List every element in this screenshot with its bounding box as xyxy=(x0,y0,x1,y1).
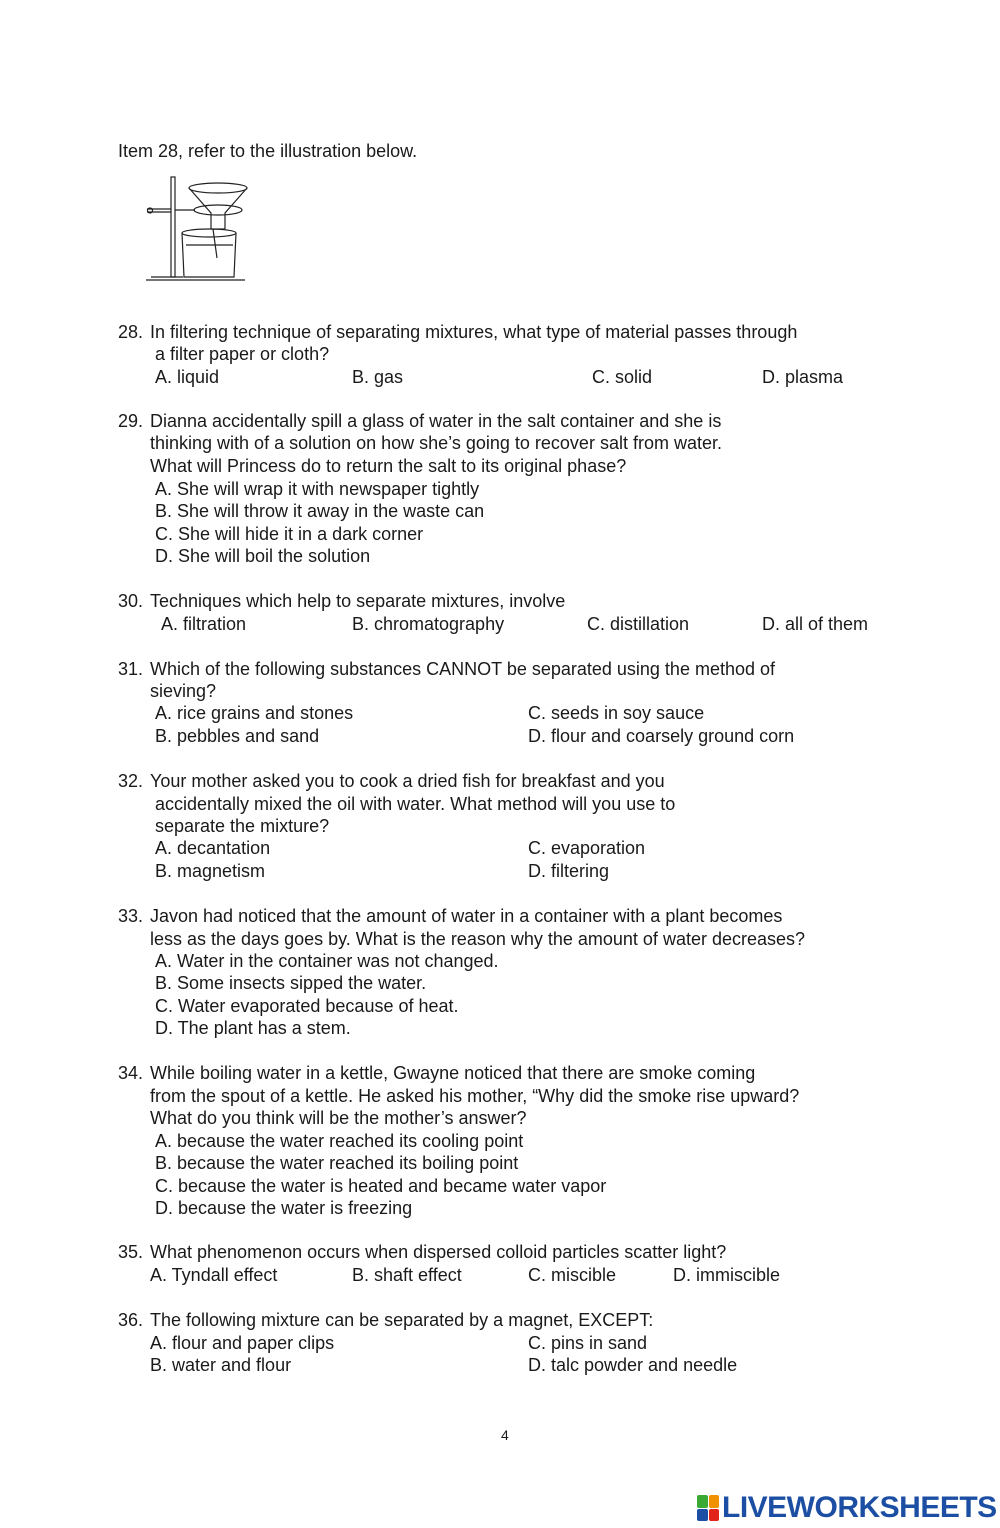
answer-choice[interactable]: C. miscible xyxy=(528,1265,617,1285)
question-number: 35. xyxy=(118,1242,144,1262)
answer-choice[interactable]: D. She will boil the solution xyxy=(155,546,371,566)
intro-text: Item 28, refer to the illustration below. xyxy=(118,141,418,161)
question-stem: Which of the following substances CANNOT be separated using the method of xyxy=(150,659,776,679)
logo-mark-icon xyxy=(697,1495,719,1521)
question-stem: separate the mixture? xyxy=(155,816,330,836)
answer-choice[interactable]: C. distillation xyxy=(587,614,690,634)
question-stem: Dianna accidentally spill a glass of water in the salt container and she is xyxy=(150,411,722,431)
question-stem: Javon had noticed that the amount of water in a container with a plant becomes xyxy=(150,906,783,926)
answer-choice[interactable]: D. because the water is freezing xyxy=(155,1198,413,1218)
answer-choice[interactable]: A. decantation xyxy=(155,838,271,858)
question-stem: What do you think will be the mother’s answer? xyxy=(150,1108,527,1128)
answer-choice[interactable]: D. flour and coarsely ground corn xyxy=(528,726,795,746)
question-number: 31. xyxy=(118,659,144,679)
answer-choice[interactable]: D. immiscible xyxy=(673,1265,781,1285)
answer-choice[interactable]: C. seeds in soy sauce xyxy=(528,703,705,723)
answer-choice[interactable]: A. rice grains and stones xyxy=(155,703,354,723)
answer-choice[interactable]: B. magnetism xyxy=(155,861,266,881)
answer-choice[interactable]: C. Water evaporated because of heat. xyxy=(155,996,459,1016)
question-number: 34. xyxy=(118,1063,144,1083)
answer-choice[interactable]: A. liquid xyxy=(155,367,220,387)
question-stem: a filter paper or cloth? xyxy=(155,344,330,364)
answer-choice[interactable]: D. filtering xyxy=(528,861,610,881)
question-number: 28. xyxy=(118,322,144,342)
answer-choice[interactable]: B. water and flour xyxy=(150,1355,292,1375)
answer-choice[interactable]: D. The plant has a stem. xyxy=(155,1018,351,1038)
question-number: 33. xyxy=(118,906,144,926)
question-stem: sieving? xyxy=(150,681,217,701)
question-stem: less as the days goes by. What is the reason why the amount of water decreases? xyxy=(150,929,806,949)
answer-choice[interactable]: A. filtration xyxy=(161,614,247,634)
answer-choice[interactable]: B. chromatography xyxy=(352,614,505,634)
answer-choice[interactable]: B. pebbles and sand xyxy=(155,726,320,746)
question-number: 29. xyxy=(118,411,144,431)
answer-choice[interactable]: B. Some insects sipped the water. xyxy=(155,973,427,993)
answer-choice[interactable]: B. She will throw it away in the waste can xyxy=(155,501,485,521)
answer-choice[interactable]: C. because the water is heated and became water vapor xyxy=(155,1176,607,1196)
answer-choice[interactable]: D. talc powder and needle xyxy=(528,1355,738,1375)
answer-choice[interactable]: A. She will wrap it with newspaper tightly xyxy=(155,479,480,499)
answer-choice[interactable]: D. plasma xyxy=(762,367,844,387)
filtration-apparatus-icon xyxy=(143,173,249,285)
question-number: 36. xyxy=(118,1310,144,1330)
answer-choice[interactable]: A. because the water reached its cooling point xyxy=(155,1131,524,1151)
answer-choice[interactable]: A. Water in the container was not changed. xyxy=(155,951,499,971)
question-stem: What will Princess do to return the salt to its original phase? xyxy=(150,456,627,476)
answer-choice[interactable]: A. Tyndall effect xyxy=(150,1265,278,1285)
question-stem: The following mixture can be separated by a magnet, EXCEPT: xyxy=(150,1310,654,1330)
question-stem: Your mother asked you to cook a dried fish for breakfast and you xyxy=(150,771,665,791)
answer-choice[interactable]: B. shaft effect xyxy=(352,1265,462,1285)
answer-choice[interactable]: B. gas xyxy=(352,367,404,387)
logo-text: LIVEWORKSHEETS xyxy=(722,1491,997,1524)
page-number: 4 xyxy=(501,1427,509,1443)
answer-choice[interactable]: A. flour and paper clips xyxy=(150,1333,335,1353)
question-stem: accidentally mixed the oil with water. What method will you use to xyxy=(155,794,676,814)
question-stem: from the spout of a kettle. He asked his mother, “Why did the smoke rise upward? xyxy=(150,1086,800,1106)
question-stem: thinking with of a solution on how she’s going to recover salt from water. xyxy=(150,433,722,453)
liveworksheets-logo[interactable] xyxy=(697,1488,997,1528)
question-number: 30. xyxy=(118,591,144,611)
answer-choice[interactable]: D. all of them xyxy=(762,614,869,634)
question-stem: What phenomenon occurs when dispersed colloid particles scatter light? xyxy=(150,1242,727,1262)
answer-choice[interactable]: C. evaporation xyxy=(528,838,646,858)
question-stem: While boiling water in a kettle, Gwayne noticed that there are smoke coming xyxy=(150,1063,756,1083)
answer-choice[interactable]: B. because the water reached its boiling point xyxy=(155,1153,519,1173)
question-stem: Techniques which help to separate mixtures, involve xyxy=(150,591,566,611)
answer-choice[interactable]: C. She will hide it in a dark corner xyxy=(155,524,424,544)
question-number: 32. xyxy=(118,771,144,791)
answer-choice[interactable]: C. solid xyxy=(592,367,653,387)
answer-choice[interactable]: C. pins in sand xyxy=(528,1333,648,1353)
question-stem: In filtering technique of separating mixtures, what type of material passes through xyxy=(150,322,798,342)
